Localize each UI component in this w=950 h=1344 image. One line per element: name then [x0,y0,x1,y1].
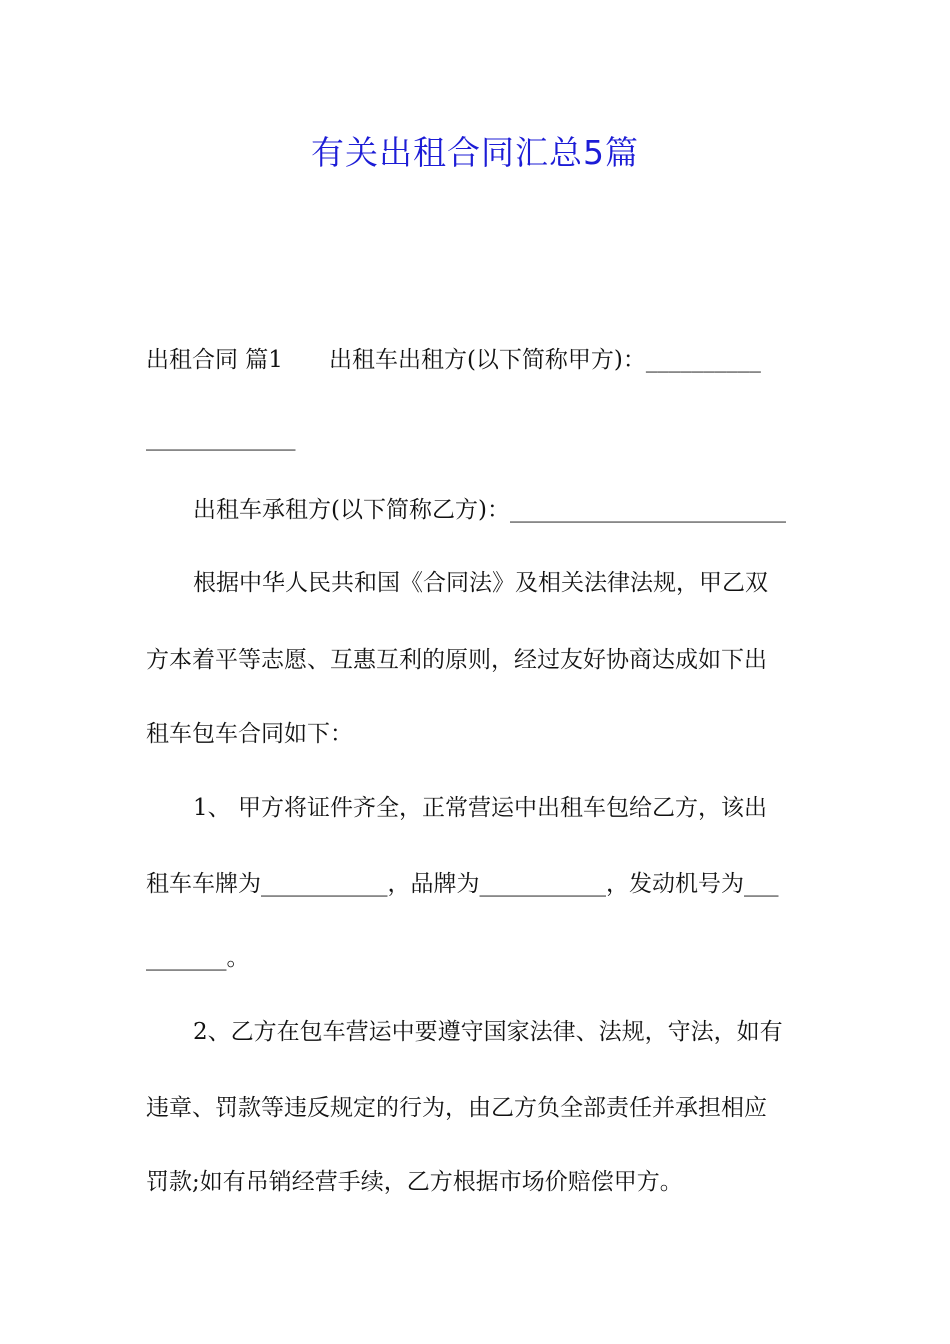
text-line: 2、乙方在包车营运中要遵守国家法律、法规，守法，如有 [193,1019,783,1045]
text-line: 违章、罚款等违反规定的行为，由乙方负全部责任并承担相应 [146,1095,767,1121]
text-line: 出租车承租方(以下简称乙方)：________________________ [193,497,786,523]
text-line: _______。 [146,945,250,971]
text-line: 罚款;如有吊销经营手续，乙方根据市场价赔偿甲方。 [146,1169,683,1195]
text-line: _____________ [146,425,296,451]
text-line: 出租合同 篇1 出租车出租方(以下简称甲方)：__________ [146,347,761,373]
text-line: 1、 甲方将证件齐全，正常营运中出租车包给乙方，该出 [193,795,767,821]
text-line: 租车车牌为___________，品牌为___________，发动机号为___ [146,871,779,897]
text-line: 租车包车合同如下： [146,721,353,747]
text-line: 方本着平等志愿、互惠互利的原则，经过友好协商达成如下出 [146,647,767,673]
text-line: 根据中华人民共和国《合同法》及相关法律法规，甲乙双 [193,570,768,596]
document-title: 有关出租合同汇总5篇 [311,133,639,172]
